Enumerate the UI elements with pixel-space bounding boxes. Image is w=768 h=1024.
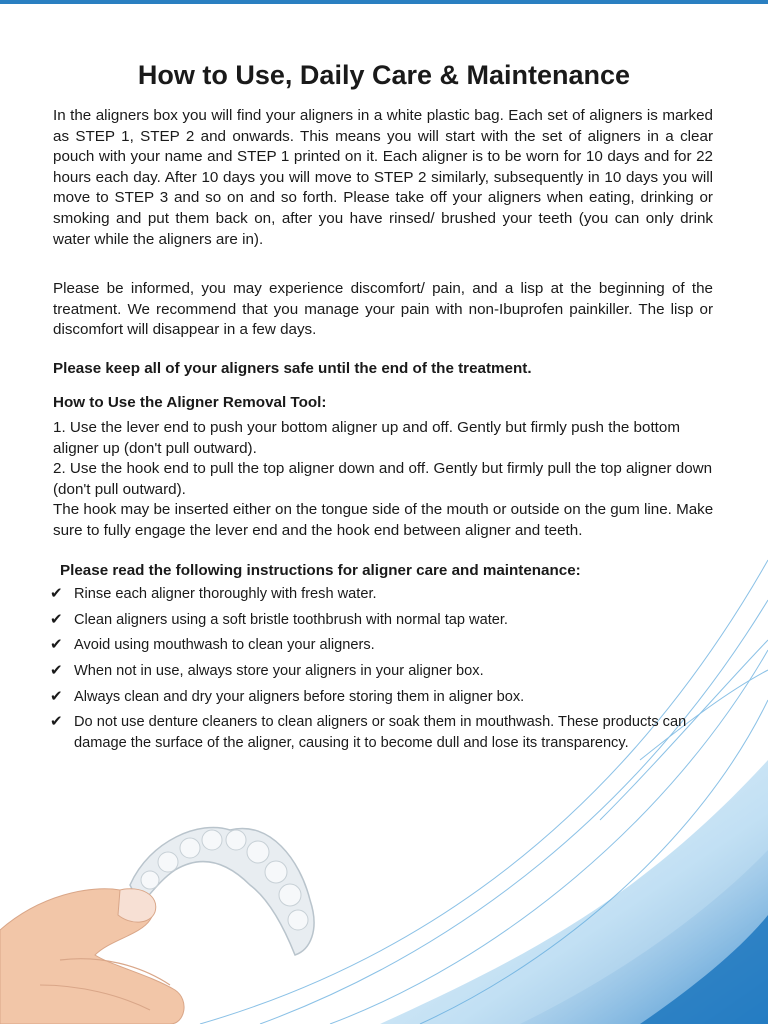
checkmark-icon: ✔ [50,713,63,731]
removal-tool-heading: How to Use the Aligner Removal Tool: [53,394,327,411]
page-title: How to Use, Daily Care & Maintenance [137,60,631,90]
care-instructions-list [50,584,720,759]
clear-aligner-image [130,827,314,955]
list-item: ✔ Do not use denture cleaners to clean aligners or soak them in mouthwash. These products can damage the surface of the aligner, causing it to become dull and lose its transparency. [50,713,687,751]
list-item: ✔ Clean aligners using a soft bristle toothbrush with normal tap water. [50,610,720,631]
checkmark-icon: ✔ [50,610,63,628]
checkmark-icon: ✔ [50,662,63,680]
care-heading: Please read the following instructions for aligner care and maintenance: [60,562,581,579]
keep-safe-note: Please keep all of your aligners safe until the end of the treatment. [53,360,532,377]
removal-step-1: 1. Use the lever end to push your bottom aligner up and off. Gently but firmly push the bottom aligner up (don't pull outward). [53,419,680,457]
top-accent-rule [0,0,768,4]
checkmark-icon: ✔ [50,585,63,602]
intro-paragraph: In the aligners box you will find your aligners in a white plastic bag. Each set of aligners is marked as STEP 1, STEP 2 and onwards. This means you will start with the set of aligners in a clear pouch with your name and STEP 1 printed on it. Each aligner is to be worn for 10 days and for 22 hours each day. After 10 days you will move to STEP 2 similarly, subsequently in 10 days you will move to STEP 3 and so on and so forth. Please take off your aligners when eating, drinking or smoking and put them back on, after you have rinsed/ brushed your teeth (you can only drink water while the aligners are in). [53,107,713,248]
list-item: ✔ Always clean and dry your aligners before storing them in aligner box. [50,687,720,708]
discomfort-paragraph: Please be informed, you may experience discomfort/ pain, and a lisp at the beginning of the treatment. We recommend that you manage your pain with non-Ibuprofen painkiller. The lisp or discomfort will disappear in a few days. [53,280,713,339]
list-item: ✔ Avoid using mouthwash to clean your aligners. [50,635,720,656]
checkmark-icon: ✔ [50,636,63,654]
list-item: ✔ Rinse each aligner thoroughly with fresh water. [50,584,720,605]
removal-tool-steps [53,418,718,542]
removal-tool-note: The hook may be inserted either on the tongue side of the mouth or outside on the gum line. Make sure to fully engage the lever end and the hook end between aligner and teeth. [53,501,714,539]
checkmark-icon: ✔ [50,687,63,705]
list-item: ✔ When not in use, always store your aligners in your aligner box. [50,661,720,682]
hand-image [0,889,184,1024]
removal-step-2: 2. Use the hook end to pull the top aligner down and off. Gently but firmly pull the top aligner down (don't pull outward). [53,460,713,498]
